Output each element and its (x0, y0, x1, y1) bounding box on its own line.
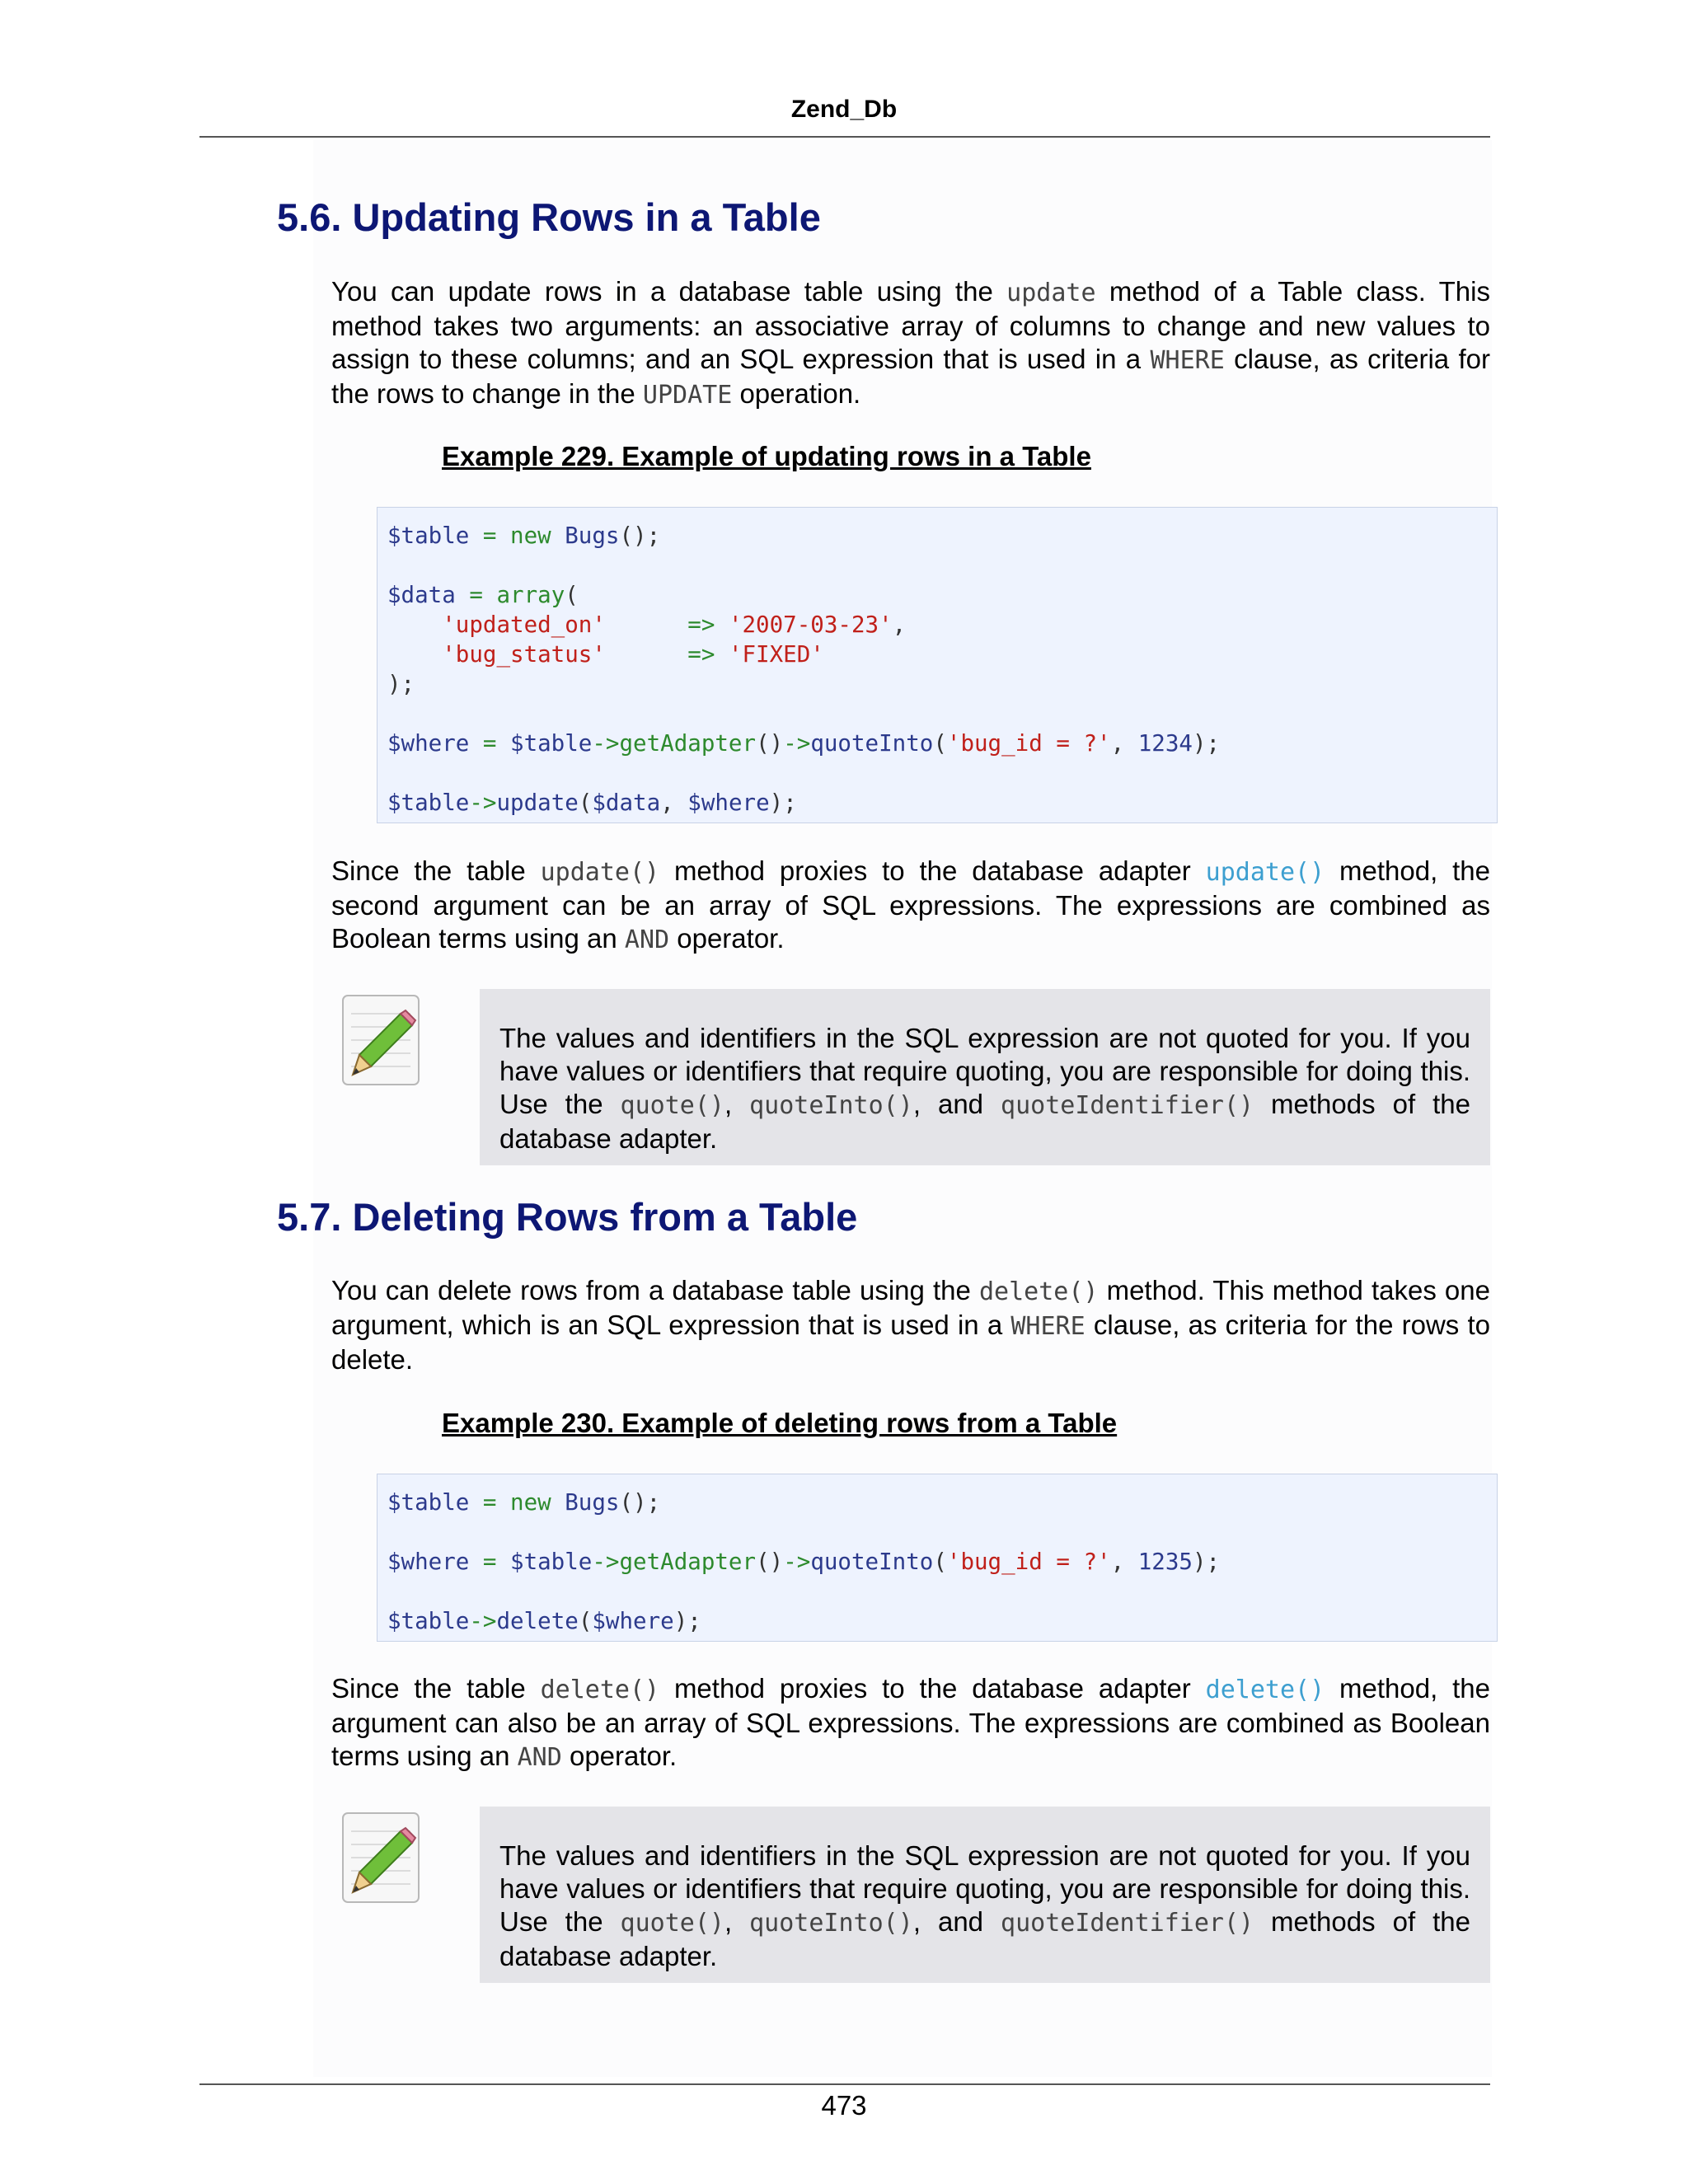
code-token: -> (469, 790, 497, 816)
code-token: = (455, 582, 497, 608)
code-line (387, 788, 1497, 818)
code-line (387, 1547, 1497, 1577)
code-token: () (756, 730, 784, 757)
code-token: $table (387, 523, 470, 549)
code-indent (387, 612, 442, 638)
section-after-deleting (331, 1672, 1490, 1774)
inline-code: AND (624, 926, 670, 954)
code-token: getAdapter (619, 1549, 757, 1575)
code-indent (387, 641, 442, 668)
text: The values and identifiers in the SQL expression are not quoted for you. If you have values or identifiers that require quoting, you are responsible for doing this. Use the (499, 1840, 1470, 1937)
code-token: $table (387, 1608, 470, 1634)
code-token: $table (387, 1489, 470, 1516)
code-token: ); (1192, 1549, 1221, 1575)
code-token: $where (687, 790, 770, 816)
code-token: $data (592, 790, 661, 816)
code-token: ); (769, 790, 797, 816)
code-token: ( (578, 790, 593, 816)
section-title-deleting: 5.7. Deleting Rows from a Table (277, 1195, 858, 1239)
code-token: ( (933, 730, 947, 757)
code-token: ( (565, 582, 579, 608)
section-intro-deleting (331, 1274, 1490, 1376)
code-line (387, 580, 1497, 610)
code-token: 'bug_status' (442, 641, 606, 668)
code-block-delete (377, 1474, 1498, 1642)
text: method proxies to the database adapter (659, 855, 1206, 886)
code-token: = (469, 1549, 511, 1575)
code-token: ); (1192, 730, 1221, 757)
code-token: ); (673, 1608, 701, 1634)
adapter-delete-link[interactable]: delete() (1205, 1675, 1325, 1704)
text: method, the argument can also be an array of SQL expressions. The expressions are combined as Boolean terms using an (331, 1673, 1491, 1771)
inline-code: update() (540, 858, 660, 887)
section-intro-updating (331, 275, 1490, 412)
text: operation. (732, 378, 861, 409)
code-line (387, 1488, 1497, 1517)
text: method of a Table class. This method takes two arguments: an associative array of columns to change and new values to assign to these columns; and an SQL expression that is used in a (331, 276, 1490, 374)
code-token: $table (510, 730, 593, 757)
text: methods of the database adapter. (499, 1089, 1470, 1154)
code-space (606, 612, 687, 638)
footer-rule (199, 2083, 1490, 2085)
code-token: -> (592, 1549, 620, 1575)
code-token: => (687, 641, 715, 668)
text: method. This method takes one argument, which is an SQL expression that is used in a (331, 1275, 1490, 1340)
code-token: update (496, 790, 579, 816)
code-token: delete (496, 1608, 579, 1634)
inline-code: delete() (540, 1675, 660, 1704)
code-line-blank (387, 699, 1497, 729)
code-token: $where (387, 1549, 470, 1575)
code-token: new (510, 523, 551, 549)
code-token: quoteInto (810, 730, 934, 757)
code-token: -> (592, 730, 620, 757)
pencil-note-icon (338, 1810, 425, 1907)
text: operator. (669, 923, 785, 954)
code-space (606, 641, 687, 668)
code-line (387, 610, 1497, 640)
text: , (724, 1089, 750, 1119)
section-after-updating (331, 855, 1490, 957)
code-token: => (687, 612, 715, 638)
text: method proxies to the database adapter (659, 1673, 1206, 1704)
page-number: 473 (821, 2090, 867, 2121)
example-title-230: Example 230. Example of deleting rows from a Table (442, 1408, 1118, 1438)
note-box-delete (480, 1807, 1490, 1983)
text: Since the table (331, 1673, 541, 1704)
code-token: $data (387, 582, 456, 608)
text: method, the second argument can be an array of SQL expressions. The expressions are combined as Boolean terms using an (331, 855, 1491, 954)
code-token: = (469, 523, 511, 549)
example-title-229: Example 229. Example of updating rows in a Table (442, 441, 1091, 471)
code-token: $where (387, 730, 470, 757)
code-token: 'FIXED' (715, 641, 824, 668)
text: Since the table (331, 855, 541, 886)
code-token: ); (387, 671, 415, 697)
text: methods of the database adapter. (499, 1906, 1470, 1971)
code-token: Bugs (551, 523, 620, 549)
code-token: -> (783, 1549, 811, 1575)
code-token: , (1110, 730, 1138, 757)
text: , and (912, 1906, 1001, 1937)
code-token: ( (578, 1608, 593, 1634)
code-token: 'updated_on' (442, 612, 606, 638)
code-token: -> (783, 730, 811, 757)
text: operator. (561, 1741, 678, 1771)
code-token: $table (510, 1549, 593, 1575)
code-token: 1235 (1137, 1549, 1193, 1575)
inline-code: quoteIdentifier() (1001, 1909, 1254, 1938)
inline-code: WHERE (1010, 1312, 1085, 1341)
inline-code: UPDATE (642, 381, 733, 410)
code-token: $where (592, 1608, 674, 1634)
code-line-blank (387, 1577, 1497, 1606)
code-token: (); (619, 1489, 661, 1516)
code-token: , (892, 612, 907, 638)
text: You can update rows in a database table using the (331, 276, 1007, 307)
code-token: 1234 (1137, 730, 1193, 757)
text: , and (912, 1089, 1001, 1119)
code-token: () (756, 1549, 784, 1575)
code-token: getAdapter (619, 730, 757, 757)
code-token: = (469, 1489, 511, 1516)
code-token: $table (387, 790, 470, 816)
code-line (387, 669, 1497, 699)
code-line (387, 640, 1497, 669)
code-token: 'bug_id = ?' (946, 1549, 1111, 1575)
code-line-blank (387, 551, 1497, 580)
section-title-updating: 5.6. Updating Rows in a Table (277, 195, 821, 239)
code-line (387, 1606, 1497, 1636)
inline-code: delete() (978, 1277, 1099, 1306)
code-token: Bugs (551, 1489, 620, 1516)
code-token: (); (619, 523, 661, 549)
code-line (387, 521, 1497, 551)
inline-code: WHERE (1150, 346, 1225, 375)
code-token: = (469, 730, 511, 757)
text: clause, as criteria for the rows to change in the (331, 344, 1490, 409)
text: You can delete rows from a database table using the (331, 1275, 979, 1305)
code-token: 'bug_id = ?' (946, 730, 1111, 757)
code-line-blank (387, 1517, 1497, 1547)
code-token: '2007-03-23' (715, 612, 893, 638)
inline-code: update (1006, 279, 1096, 307)
code-line (387, 729, 1497, 758)
note-box-update (480, 989, 1490, 1165)
inline-code: quoteInto() (749, 1091, 913, 1120)
code-token: quoteInto (810, 1549, 934, 1575)
code-token: new (510, 1489, 551, 1516)
inline-code: quoteInto() (749, 1909, 913, 1938)
header-rule (199, 136, 1490, 138)
inline-code: quoteIdentifier() (1001, 1091, 1254, 1120)
text: clause, as criteria for the rows to delete. (331, 1310, 1490, 1375)
code-token: , (1110, 1549, 1138, 1575)
code-token: -> (469, 1608, 497, 1634)
text: , (724, 1906, 750, 1937)
code-block-update (377, 507, 1498, 823)
code-token: array (496, 582, 565, 608)
inline-code: quote() (620, 1091, 724, 1120)
inline-code: quote() (620, 1909, 724, 1938)
inline-code: AND (517, 1743, 562, 1772)
running-header: Zend_Db (790, 96, 898, 123)
code-line-blank (387, 758, 1497, 788)
pencil-note-icon (338, 992, 425, 1090)
code-token: , (660, 790, 688, 816)
text: The values and identifiers in the SQL expression are not quoted for you. If you have values or identifiers that require quoting, you are responsible for doing this. Use the (499, 1023, 1470, 1119)
code-token: ( (933, 1549, 947, 1575)
adapter-update-link[interactable]: update() (1205, 858, 1325, 887)
